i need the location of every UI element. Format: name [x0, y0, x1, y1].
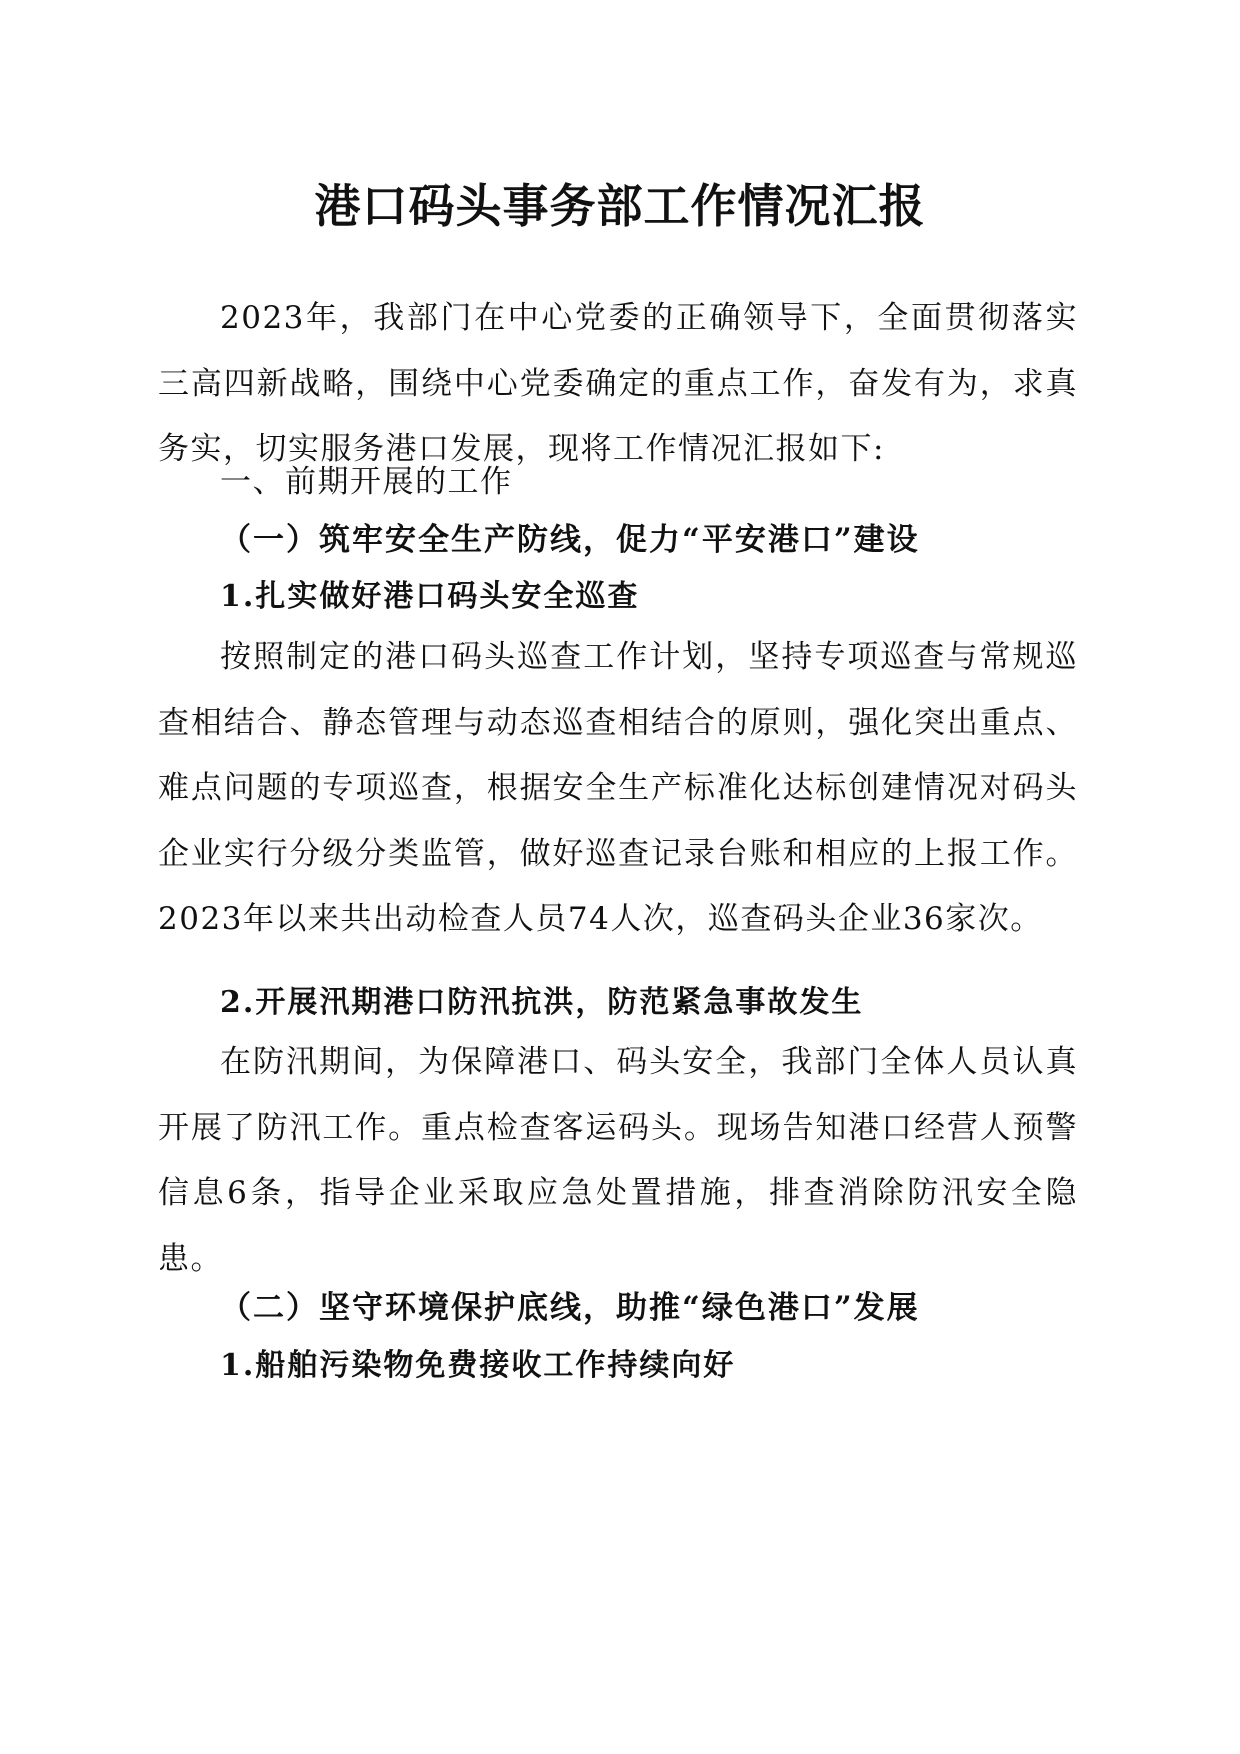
item-heading-1: 1.扎实做好港口码头安全巡查 [220, 579, 640, 614]
item-body-2: 在防汛期间，为保障港口、码头安全，我部门全体人员认真开展了防汛工作。重点检查客运码头。现场告知港口经营人预警信息6条，指导企业采取应急处置措施，排查消除防汛安全隐患。 [158, 1044, 1078, 1277]
item-body-1: 按照制定的港口码头巡查工作计划，坚持专项巡查与常规巡查相结合、静态管理与动态巡查相结合的原则，强化突出重点、难点问题的专项巡查，根据安全生产标准化达标创建情况对码头企业实行分级分类监管，做好巡查记录台账和相应的上报工作。2023年以来共出动检查人员74人次，巡查码头企业36家次。 [158, 639, 1078, 937]
item-heading-2: 2.开展汛期港口防汛抗洪，防范紧急事故发生 [220, 985, 864, 1020]
item-heading-3: 1.船舶污染物免费接收工作持续向好 [220, 1348, 736, 1383]
subsection-heading-2: （二）坚守环境保护底线，助推“绿色港口”发展 [220, 1290, 920, 1326]
intro-paragraph: 2023年，我部门在中心党委的正确领导下，全面贯彻落实三高四新战略，围绕中心党委确定的重点工作，奋发有为，求真务实，切实服务港口发展，现将工作情况汇报如下: [158, 300, 1078, 467]
section-heading-1: 一、前期开展的工作 [220, 464, 513, 500]
document-title: 港口码头事务部工作情况汇报 [314, 179, 926, 233]
subsection-heading-1: （一）筑牢安全生产防线，促力“平安港口”建设 [220, 522, 920, 558]
